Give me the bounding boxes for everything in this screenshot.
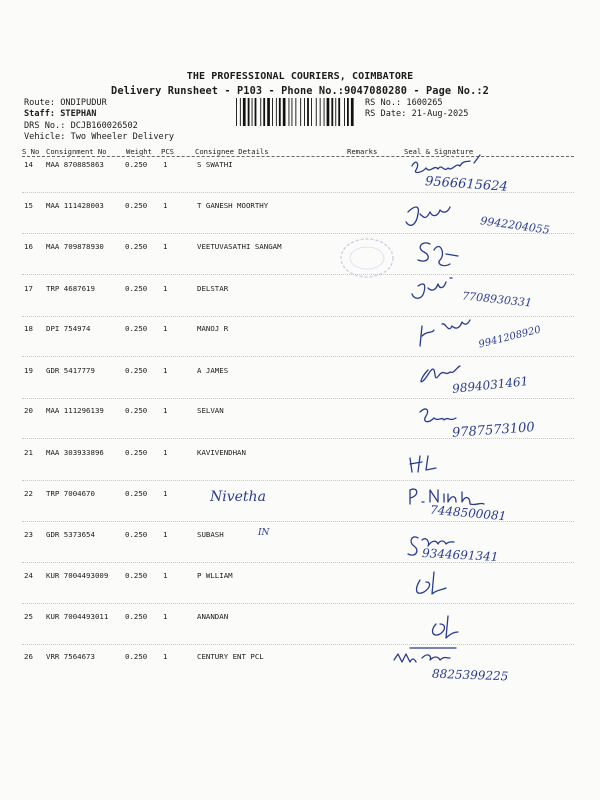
cell-consignment-no: GDR 5373654 [46,530,95,539]
cell-weight: 0.250 [125,571,148,580]
cell-consignee: DELSTAR [197,284,229,293]
cell-pcs: 1 [163,406,168,415]
handwritten-phone-row-22: 7448500081 [429,502,507,524]
col-header-remarks: Remarks [347,147,378,156]
route-label: Route: ONDIPUDUR [24,98,107,108]
col-header-weight: Weight [126,147,152,156]
cell-consignee: MANOJ R [197,324,229,333]
cell-consignment-no: DPI 754974 [46,324,91,333]
handwritten-phone-row-17: 7708930331 [461,289,533,310]
cell-weight: 0.250 [125,406,148,415]
handwritten-phone-row-26: 8825399225 [431,666,509,684]
sheet-title: Delivery Runsheet - P103 - Phone No.:9047080280 - Page No.:2 [111,85,489,97]
col-header-pcs: PCS [161,147,174,156]
cell-pcs: 1 [163,366,168,375]
cell-pcs: 1 [163,201,168,210]
col-header-consignee: Consignee Details [195,147,269,156]
cell-weight: 0.250 [125,324,148,333]
handwritten-consignee-name: Nivetha [210,489,266,505]
office-stamp [341,239,393,277]
cell-weight: 0.250 [125,652,148,661]
cell-consignee: S SWATHI [197,160,233,169]
cell-consignee: CENTURY ENT PCL [197,652,264,661]
signature-row-24 [417,572,446,594]
handwritten-phone-row-23: 9344691341 [421,546,499,564]
signature-row-26 [394,648,456,662]
cell-pcs: 1 [163,612,168,621]
cell-weight: 0.250 [125,201,148,210]
signature-row-21 [410,456,436,472]
cell-consignee: ANANDAN [197,612,229,621]
cell-consignee: KAVIVENDHAN [197,448,246,457]
rs-number: RS No.: 1600265 [365,98,443,108]
cell-sno: 18 [24,324,33,333]
cell-consignee: P WLLIAM [197,571,233,580]
cell-consignment-no: MAA 111296139 [46,406,104,415]
cell-consignment-no: MAA 709878930 [46,242,104,251]
cell-sno: 24 [24,571,33,580]
cell-weight: 0.250 [125,242,148,251]
signature-row-18 [420,320,470,346]
cell-weight: 0.250 [125,448,148,457]
cell-weight: 0.250 [125,530,148,539]
cell-consignment-no: KUR 7004493009 [46,571,109,580]
cell-sno: 22 [24,489,33,498]
cell-sno: 25 [24,612,33,621]
vehicle-label: Vehicle: Two Wheeler Delivery [24,132,175,142]
col-header-consignment: Consignment No [46,147,107,156]
cell-sno: 15 [24,201,33,210]
cell-weight: 0.250 [125,160,148,169]
handwritten-phone-row-18: 9941208920 [477,324,543,351]
signature-row-16 [418,243,458,266]
cell-pcs: 1 [163,652,168,661]
cell-weight: 0.250 [125,366,148,375]
signature-row-15 [406,207,450,225]
cell-consignment-no: TRP 4687619 [46,284,95,293]
col-header-seal-signature: Seal & Signature [404,147,474,156]
cell-sno: 20 [24,406,33,415]
cell-pcs: 1 [163,530,168,539]
cell-sno: 17 [24,284,33,293]
rs-date: RS Date: 21-Aug-2025 [365,109,469,119]
signature-row-14 [412,155,480,172]
company-title: THE PROFESSIONAL COURIERS, COIMBATORE [186,71,414,82]
signature-row-17 [412,278,452,298]
cell-pcs: 1 [163,284,168,293]
cell-consignment-no: MAA 870885863 [46,160,104,169]
col-header-sno: S No [22,147,40,156]
drs-number: DRS No.: DCJB160026502 [24,121,138,131]
cell-pcs: 1 [163,571,168,580]
handwritten-consignee-suffix: IN [258,528,270,538]
cell-consignee: A JAMES [197,366,229,375]
cell-consignee: SUBASH [197,530,224,539]
signature-row-19 [421,366,460,382]
handwritten-phone-row-14: 9566615624 [424,174,509,195]
cell-weight: 0.250 [125,284,148,293]
cell-consignment-no: MAA 303933896 [46,448,104,457]
cell-consignment-no: GDR 5417779 [46,366,95,375]
cell-pcs: 1 [163,324,168,333]
cell-weight: 0.250 [125,612,148,621]
cell-sno: 19 [24,366,33,375]
handwritten-phone-row-15: 9942204055 [479,214,551,237]
cell-pcs: 1 [163,448,168,457]
cell-sno: 14 [24,160,33,169]
cell-consignment-no: KUR 7004493011 [46,612,109,621]
cell-sno: 26 [24,652,33,661]
cell-consignee: SELVAN [197,406,224,415]
cell-sno: 23 [24,530,33,539]
cell-pcs: 1 [163,489,168,498]
handwritten-phone-row-20: 9787573100 [451,420,536,441]
cell-weight: 0.250 [125,489,148,498]
cell-sno: 21 [24,448,33,457]
cell-pcs: 1 [163,160,168,169]
signature-row-22 [410,489,484,505]
cell-consignee: VEETUVASATHI SANGAM [197,242,282,251]
cell-consignment-no: MAA 111428003 [46,201,104,210]
signature-row-25 [433,616,458,638]
cell-pcs: 1 [163,242,168,251]
cell-consignment-no: VRR 7564673 [46,652,95,661]
cell-sno: 16 [24,242,33,251]
staff-label: Staff: STEPHAN [24,109,97,119]
cell-consignment-no: TRP 7004670 [46,489,95,498]
signature-row-20 [420,409,456,422]
handwritten-phone-row-19: 9894031461 [451,374,529,396]
cell-consignee: T GANESH MOORTHY [197,201,269,210]
